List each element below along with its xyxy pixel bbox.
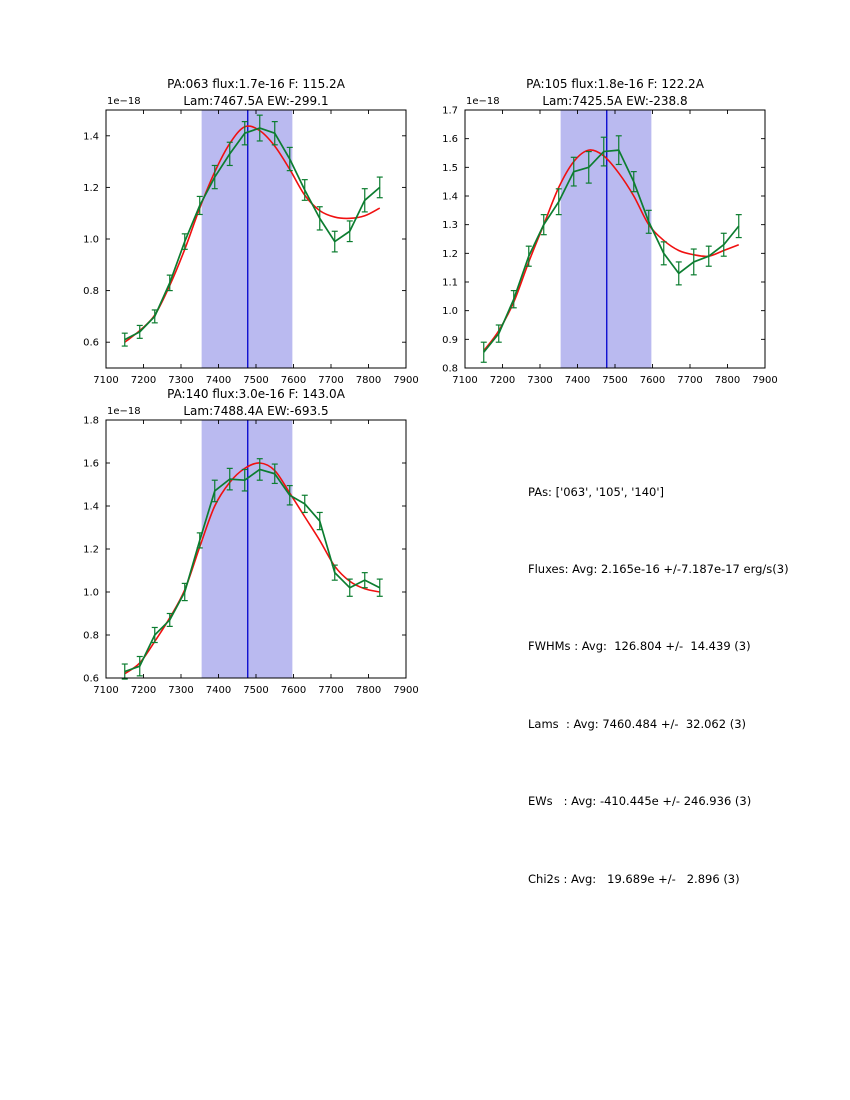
svg-text:1.2: 1.2 (83, 544, 99, 556)
svg-text:1.4: 1.4 (83, 131, 99, 143)
plot-area-pa063 (50, 60, 430, 395)
svg-text:0.8: 0.8 (83, 630, 99, 642)
svg-text:7600: 7600 (280, 375, 307, 386)
svg-text:7500: 7500 (602, 375, 628, 386)
svg-text:7400: 7400 (564, 375, 591, 386)
svg-text:1.5: 1.5 (442, 162, 458, 174)
svg-text:1.0: 1.0 (83, 587, 99, 599)
svg-text:7600: 7600 (280, 685, 307, 696)
plot-area-pa140 (50, 370, 430, 705)
svg-text:7900: 7900 (393, 685, 419, 696)
spectrum-panel-pa063 (50, 60, 430, 400)
svg-text:1.1: 1.1 (442, 277, 458, 289)
svg-text:7100: 7100 (93, 685, 119, 696)
svg-text:7500: 7500 (243, 375, 269, 386)
svg-text:1.4: 1.4 (442, 191, 458, 203)
svg-text:7900: 7900 (752, 375, 778, 386)
spectrum-panel-pa105 (409, 60, 789, 400)
svg-text:1.2: 1.2 (83, 182, 99, 194)
chart-title-line2: Lam:7425.5A EW:-238.8 (542, 94, 688, 108)
stats-line-pas: PAs: ['063', '105', '140'] (528, 484, 665, 499)
svg-text:7200: 7200 (130, 685, 157, 696)
plot-area-pa105 (409, 60, 789, 395)
svg-text:0.8: 0.8 (83, 286, 99, 298)
chart-title-line1: PA:105 flux:1.8e-16 F: 122.2A (526, 77, 704, 91)
svg-text:1.0: 1.0 (442, 306, 458, 318)
svg-text:0.8: 0.8 (442, 363, 458, 375)
svg-text:1.7: 1.7 (442, 105, 458, 117)
svg-text:7900: 7900 (393, 375, 419, 386)
svg-text:1.8: 1.8 (83, 415, 99, 427)
svg-text:0.6: 0.6 (83, 673, 99, 685)
svg-text:7700: 7700 (318, 685, 344, 696)
y-axis-offset-label: 1e−18 (107, 96, 141, 107)
svg-text:7800: 7800 (714, 375, 741, 386)
svg-text:1.6: 1.6 (83, 458, 99, 470)
chart-title-line2: Lam:7488.4A EW:-693.5 (183, 404, 329, 418)
svg-text:1.3: 1.3 (442, 220, 458, 232)
svg-text:7300: 7300 (527, 375, 553, 386)
y-axis-offset-label: 1e−18 (466, 96, 500, 107)
svg-text:1.6: 1.6 (442, 134, 458, 146)
chart-title-line1: PA:063 flux:1.7e-16 F: 115.2A (167, 77, 345, 91)
stats-line-fwhms: FWHMs : Avg: 126.804 +/- 14.439 (3) (528, 639, 751, 654)
stats-line-ews: EWs : Avg: -410.445e +/- 246.936 (3) (528, 794, 752, 809)
y-axis-offset-label: 1e−18 (107, 406, 141, 417)
svg-text:7700: 7700 (677, 375, 703, 386)
svg-text:7200: 7200 (489, 375, 516, 386)
svg-text:7200: 7200 (130, 375, 157, 386)
svg-text:1.0: 1.0 (83, 234, 99, 246)
svg-text:7100: 7100 (93, 375, 119, 386)
svg-text:1.2: 1.2 (442, 248, 458, 260)
chart-title-line1: PA:140 flux:3.0e-16 F: 143.0A (167, 387, 345, 401)
svg-text:7800: 7800 (355, 685, 382, 696)
stats-line-fluxes: Fluxes: Avg: 2.165e-16 +/-7.187e-17 erg/s(3) (528, 561, 789, 576)
svg-text:7700: 7700 (318, 375, 344, 386)
svg-text:0.6: 0.6 (83, 337, 99, 349)
svg-text:7800: 7800 (355, 375, 382, 386)
svg-text:7300: 7300 (168, 375, 194, 386)
stats-panel (528, 428, 789, 944)
svg-text:7500: 7500 (243, 685, 269, 696)
svg-text:0.9: 0.9 (442, 334, 458, 346)
svg-text:7300: 7300 (168, 685, 194, 696)
svg-text:7400: 7400 (205, 685, 232, 696)
svg-text:1.4: 1.4 (83, 501, 99, 513)
svg-text:7600: 7600 (639, 375, 666, 386)
stats-line-chi2s: Chi2s : Avg: 19.689e +/- 2.896 (3) (528, 871, 740, 886)
chart-title-line2: Lam:7467.5A EW:-299.1 (183, 94, 329, 108)
spectrum-panel-pa140 (50, 370, 430, 710)
stats-line-lams: Lams : Avg: 7460.484 +/- 32.062 (3) (528, 716, 747, 731)
svg-text:7400: 7400 (205, 375, 232, 386)
svg-text:7100: 7100 (452, 375, 478, 386)
